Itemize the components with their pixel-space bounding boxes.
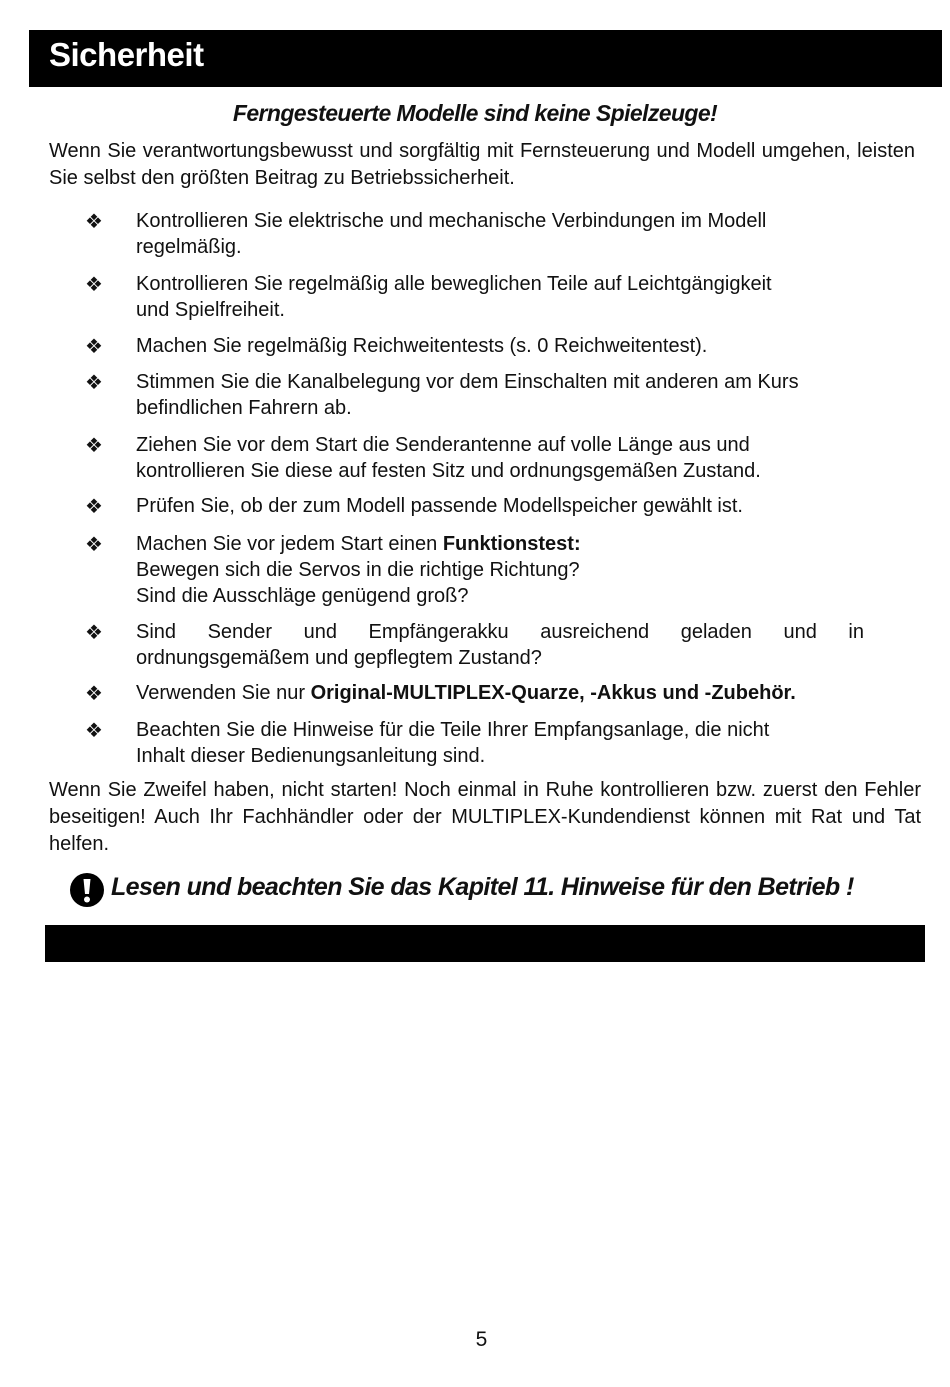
list-item-text: Inhalt dieser Bedienungsanleitung sind.	[136, 745, 486, 767]
list-item-text: Machen Sie vor jedem Start einen	[136, 533, 443, 555]
list-item-emphasis: Original-MULTIPLEX-Quarze, -Akkus und -Zubehör.	[310, 682, 796, 704]
diamond-bullet-icon: ❖	[85, 494, 103, 518]
list-item-text: ordnungsgemäßem und gepflegtem Zustand?	[136, 647, 542, 669]
diamond-bullet-icon: ❖	[85, 620, 103, 644]
list-item-text: Sind Sender und Empfängerakku ausreichend geladen und in	[136, 621, 864, 643]
diamond-bullet-icon: ❖	[85, 718, 103, 742]
diamond-bullet-icon: ❖	[85, 433, 103, 457]
list-item-text: regelmäßig.	[136, 236, 242, 258]
list-item-text: Prüfen Sie, ob der zum Modell passende Modellspeicher gewählt ist.	[136, 495, 743, 517]
subtitle: Ferngesteuerte Modelle sind keine Spielzeuge!	[232, 100, 718, 126]
list-item-emphasis: Funktionstest:	[442, 533, 581, 555]
section-header-bar	[29, 30, 942, 87]
list-item-text: und Spielfreiheit.	[136, 299, 285, 321]
footer-bar	[45, 925, 925, 962]
list-item-text: Machen Sie regelmäßig Reichweitentests (s. 0 Reichweitentest).	[136, 335, 708, 357]
warning-text: Lesen und beachten Sie das Kapitel 11. Hinweise für den Betrieb !	[111, 873, 854, 901]
page-number: 5	[475, 1328, 488, 1351]
list-item-text: Sind die Ausschläge genügend groß?	[136, 585, 469, 607]
list-item-text: befindlichen Fahrern ab.	[136, 397, 352, 419]
warning-note	[69, 870, 929, 910]
list-item-text: Verwenden Sie nur	[136, 682, 311, 704]
list-item-text: Beachten Sie die Hinweise für die Teile Ihrer Empfangsanlage, die nicht	[136, 719, 770, 741]
diamond-bullet-icon: ❖	[85, 681, 103, 705]
list-item-text: Ziehen Sie vor dem Start die Senderantenne auf volle Länge aus und	[136, 434, 750, 456]
diamond-bullet-icon: ❖	[85, 334, 103, 358]
list-item-text: Stimmen Sie die Kanalbelegung vor dem Einschalten mit anderen am Kurs	[136, 371, 799, 393]
diamond-bullet-icon: ❖	[85, 209, 103, 233]
list-item-text: kontrollieren Sie diese auf festen Sitz und ordnungsgemäßen Zustand.	[136, 460, 761, 482]
diamond-bullet-icon: ❖	[85, 272, 103, 296]
intro-paragraph: Wenn Sie verantwortungsbewusst und sorgfältig mit Fernsteuerung und Modell umgehen, leisten Sie selbst den größten Beitrag zu Betriebssicherheit.	[49, 140, 915, 189]
diamond-bullet-icon: ❖	[85, 370, 103, 394]
list-item-text: Kontrollieren Sie regelmäßig alle beweglichen Teile auf Leichtgängigkeit	[136, 273, 772, 295]
exclamation-circle-icon	[69, 872, 105, 908]
list-item-text: Kontrollieren Sie elektrische und mechanische Verbindungen im Modell	[136, 210, 767, 232]
section-title: Sicherheit	[49, 36, 204, 73]
diamond-bullet-icon: ❖	[85, 532, 103, 556]
list-item-text: Bewegen sich die Servos in die richtige Richtung?	[136, 559, 580, 581]
outro-paragraph: Wenn Sie Zweifel haben, nicht starten! Noch einmal in Ruhe kontrollieren bzw. zuerst den Fehler beseitigen! Auch Ihr Fachhändler oder der MULTIPLEX-Kundendienst können mit Rat und Tat helfen.	[49, 779, 921, 855]
